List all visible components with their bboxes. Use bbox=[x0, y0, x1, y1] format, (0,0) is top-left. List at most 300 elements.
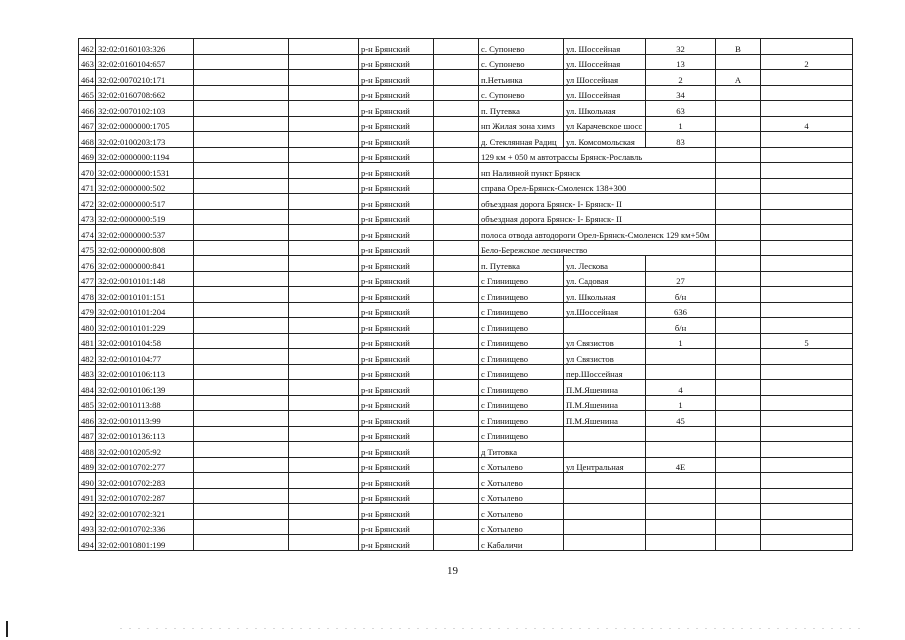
building-letter bbox=[716, 473, 761, 489]
row-number: 480 bbox=[79, 318, 96, 334]
settlement-cell: с Глинищево bbox=[479, 287, 564, 303]
extra-number bbox=[761, 318, 853, 334]
table-row bbox=[79, 132, 853, 148]
street-cell: ул Центральная bbox=[564, 457, 646, 473]
empty-cell bbox=[194, 163, 289, 179]
empty-cell bbox=[434, 504, 479, 520]
empty-cell bbox=[194, 349, 289, 365]
street-cell: ул. Шоссейная bbox=[564, 39, 646, 55]
empty-cell bbox=[194, 271, 289, 287]
cadastral-number: 32:02:0070210:171 bbox=[96, 70, 194, 86]
district-cell: р-н Брянский bbox=[359, 318, 434, 334]
empty-cell bbox=[289, 380, 359, 396]
cadastral-number: 32:02:0000000:808 bbox=[96, 240, 194, 256]
empty-cell bbox=[194, 116, 289, 132]
house-number: б/н bbox=[646, 287, 716, 303]
street-cell: ул. Шоссейная bbox=[564, 54, 646, 70]
row-number: 488 bbox=[79, 442, 96, 458]
empty-cell bbox=[434, 473, 479, 489]
building-letter bbox=[716, 442, 761, 458]
table-row bbox=[79, 70, 853, 86]
settlement-cell: с Глинищево bbox=[479, 318, 564, 334]
building-letter bbox=[716, 457, 761, 473]
street-cell bbox=[564, 519, 646, 535]
empty-cell bbox=[194, 39, 289, 55]
district-cell: р-н Брянский bbox=[359, 488, 434, 504]
house-number bbox=[646, 256, 716, 272]
building-letter bbox=[716, 488, 761, 504]
cadastral-number: 32:02:0000000:519 bbox=[96, 209, 194, 225]
registry-table bbox=[78, 38, 853, 551]
extra-number bbox=[761, 163, 853, 179]
table-row bbox=[79, 473, 853, 489]
empty-cell bbox=[194, 132, 289, 148]
building-letter bbox=[716, 194, 761, 210]
table-row bbox=[79, 271, 853, 287]
empty-cell bbox=[434, 70, 479, 86]
cadastral-number: 32:02:0010702:277 bbox=[96, 457, 194, 473]
empty-cell bbox=[434, 442, 479, 458]
house-number bbox=[646, 519, 716, 535]
cadastral-number: 32:02:0010101:204 bbox=[96, 302, 194, 318]
house-number: 2 bbox=[646, 70, 716, 86]
district-cell: р-н Брянский bbox=[359, 380, 434, 396]
house-number bbox=[646, 473, 716, 489]
cadastral-number: 32:02:0010205:92 bbox=[96, 442, 194, 458]
district-cell: р-н Брянский bbox=[359, 287, 434, 303]
settlement-cell: д. Стеклянная Радиц bbox=[479, 132, 564, 148]
settlement-cell: с Кабаличи bbox=[479, 535, 564, 551]
house-number: 636 bbox=[646, 302, 716, 318]
empty-cell bbox=[289, 132, 359, 148]
cadastral-number: 32:02:0010113:99 bbox=[96, 411, 194, 427]
district-cell: р-н Брянский bbox=[359, 132, 434, 148]
empty-cell bbox=[194, 209, 289, 225]
house-number: 83 bbox=[646, 132, 716, 148]
registry-body bbox=[79, 39, 853, 551]
location-description: объездная дорога Брянск- I- Брянск- II bbox=[479, 209, 716, 225]
table-row bbox=[79, 39, 853, 55]
empty-cell bbox=[194, 411, 289, 427]
building-letter bbox=[716, 85, 761, 101]
row-number: 474 bbox=[79, 225, 96, 241]
cadastral-number: 32:02:0000000:537 bbox=[96, 225, 194, 241]
cadastral-number: 32:02:0000000:841 bbox=[96, 256, 194, 272]
empty-cell bbox=[434, 271, 479, 287]
table-row bbox=[79, 333, 853, 349]
table-row bbox=[79, 426, 853, 442]
cadastral-number: 32:02:0010104:58 bbox=[96, 333, 194, 349]
empty-cell bbox=[289, 85, 359, 101]
extra-number bbox=[761, 457, 853, 473]
empty-cell bbox=[194, 395, 289, 411]
table-row bbox=[79, 147, 853, 163]
extra-number bbox=[761, 271, 853, 287]
building-letter bbox=[716, 318, 761, 334]
empty-cell bbox=[434, 256, 479, 272]
empty-cell bbox=[289, 287, 359, 303]
settlement-cell: с. Супонево bbox=[479, 54, 564, 70]
extra-number bbox=[761, 364, 853, 380]
cadastral-number: 32:02:0000000:1531 bbox=[96, 163, 194, 179]
table-row bbox=[79, 488, 853, 504]
extra-number: 5 bbox=[761, 333, 853, 349]
empty-cell bbox=[194, 101, 289, 117]
district-cell: р-н Брянский bbox=[359, 116, 434, 132]
row-number: 486 bbox=[79, 411, 96, 427]
empty-cell bbox=[434, 411, 479, 427]
street-cell: ул Шоссейная bbox=[564, 70, 646, 86]
table-row bbox=[79, 116, 853, 132]
empty-cell bbox=[434, 163, 479, 179]
empty-cell bbox=[194, 333, 289, 349]
extra-number bbox=[761, 488, 853, 504]
empty-cell bbox=[434, 39, 479, 55]
street-cell bbox=[564, 504, 646, 520]
settlement-cell: с Хотылево bbox=[479, 457, 564, 473]
empty-cell bbox=[194, 504, 289, 520]
extra-number bbox=[761, 519, 853, 535]
table-row bbox=[79, 411, 853, 427]
building-letter: А bbox=[716, 70, 761, 86]
empty-cell bbox=[194, 364, 289, 380]
building-letter bbox=[716, 178, 761, 194]
building-letter bbox=[716, 535, 761, 551]
location-description: Бело-Бережское лесничество bbox=[479, 240, 716, 256]
empty-cell bbox=[434, 318, 479, 334]
settlement-cell: п.Нетьинка bbox=[479, 70, 564, 86]
extra-number bbox=[761, 256, 853, 272]
location-description: нп Наливной пункт Брянск bbox=[479, 163, 716, 179]
empty-cell bbox=[194, 178, 289, 194]
table-row bbox=[79, 54, 853, 70]
empty-cell bbox=[434, 380, 479, 396]
building-letter bbox=[716, 163, 761, 179]
district-cell: р-н Брянский bbox=[359, 178, 434, 194]
table-row bbox=[79, 442, 853, 458]
settlement-cell: с Глинищево bbox=[479, 271, 564, 287]
street-cell: пер.Шоссейная bbox=[564, 364, 646, 380]
district-cell: р-н Брянский bbox=[359, 225, 434, 241]
house-number: 13 bbox=[646, 54, 716, 70]
district-cell: р-н Брянский bbox=[359, 535, 434, 551]
building-letter bbox=[716, 271, 761, 287]
building-letter bbox=[716, 411, 761, 427]
empty-cell bbox=[289, 101, 359, 117]
building-letter bbox=[716, 504, 761, 520]
empty-cell bbox=[289, 411, 359, 427]
empty-cell bbox=[434, 225, 479, 241]
settlement-cell: с Хотылево bbox=[479, 519, 564, 535]
empty-cell bbox=[289, 39, 359, 55]
extra-number bbox=[761, 380, 853, 396]
extra-number: 2 bbox=[761, 54, 853, 70]
building-letter bbox=[716, 349, 761, 365]
street-cell: ул Связистов bbox=[564, 333, 646, 349]
building-letter bbox=[716, 519, 761, 535]
row-number: 479 bbox=[79, 302, 96, 318]
district-cell: р-н Брянский bbox=[359, 519, 434, 535]
cadastral-number: 32:02:0010104:77 bbox=[96, 349, 194, 365]
table-row bbox=[79, 349, 853, 365]
empty-cell bbox=[194, 519, 289, 535]
empty-cell bbox=[434, 364, 479, 380]
district-cell: р-н Брянский bbox=[359, 271, 434, 287]
building-letter: В bbox=[716, 39, 761, 55]
district-cell: р-н Брянский bbox=[359, 411, 434, 427]
street-cell: ул.Шоссейная bbox=[564, 302, 646, 318]
empty-cell bbox=[194, 225, 289, 241]
settlement-cell: с Хотылево bbox=[479, 473, 564, 489]
street-cell: ул. Лескова bbox=[564, 256, 646, 272]
empty-cell bbox=[194, 70, 289, 86]
cadastral-number: 32:02:0010101:151 bbox=[96, 287, 194, 303]
empty-cell bbox=[434, 287, 479, 303]
cadastral-number: 32:02:0010801:199 bbox=[96, 535, 194, 551]
table-row bbox=[79, 318, 853, 334]
extra-number bbox=[761, 209, 853, 225]
cadastral-number: 32:02:0100203:173 bbox=[96, 132, 194, 148]
cadastral-number: 32:02:0010702:287 bbox=[96, 488, 194, 504]
empty-cell bbox=[434, 194, 479, 210]
row-number: 489 bbox=[79, 457, 96, 473]
row-number: 466 bbox=[79, 101, 96, 117]
cadastral-number: 32:02:0010113:88 bbox=[96, 395, 194, 411]
street-cell: П.М.Яшенина bbox=[564, 380, 646, 396]
empty-cell bbox=[434, 395, 479, 411]
empty-cell bbox=[194, 194, 289, 210]
extra-number bbox=[761, 178, 853, 194]
empty-cell bbox=[434, 457, 479, 473]
extra-number bbox=[761, 287, 853, 303]
row-number: 483 bbox=[79, 364, 96, 380]
cadastral-number: 32:02:0160104:657 bbox=[96, 54, 194, 70]
table-row bbox=[79, 395, 853, 411]
building-letter bbox=[716, 426, 761, 442]
settlement-cell: с Глинищево bbox=[479, 333, 564, 349]
street-cell: П.М.Яшенина bbox=[564, 411, 646, 427]
settlement-cell: с. Супонево bbox=[479, 39, 564, 55]
empty-cell bbox=[289, 209, 359, 225]
district-cell: р-н Брянский bbox=[359, 333, 434, 349]
empty-cell bbox=[289, 178, 359, 194]
empty-cell bbox=[289, 318, 359, 334]
row-number: 472 bbox=[79, 194, 96, 210]
empty-cell bbox=[434, 333, 479, 349]
settlement-cell: с Хотылево bbox=[479, 504, 564, 520]
extra-number bbox=[761, 395, 853, 411]
empty-cell bbox=[289, 519, 359, 535]
cadastral-number: 32:02:0010702:336 bbox=[96, 519, 194, 535]
empty-cell bbox=[289, 70, 359, 86]
house-number: 4Е bbox=[646, 457, 716, 473]
row-number: 469 bbox=[79, 147, 96, 163]
row-number: 484 bbox=[79, 380, 96, 396]
table-row bbox=[79, 535, 853, 551]
district-cell: р-н Брянский bbox=[359, 70, 434, 86]
house-number: 27 bbox=[646, 271, 716, 287]
building-letter bbox=[716, 209, 761, 225]
row-number: 491 bbox=[79, 488, 96, 504]
district-cell: р-н Брянский bbox=[359, 194, 434, 210]
empty-cell bbox=[289, 54, 359, 70]
page-number: 19 bbox=[447, 565, 458, 577]
house-number: б/н bbox=[646, 318, 716, 334]
table-row bbox=[79, 380, 853, 396]
empty-cell bbox=[194, 457, 289, 473]
building-letter bbox=[716, 147, 761, 163]
house-number: 32 bbox=[646, 39, 716, 55]
empty-cell bbox=[289, 488, 359, 504]
empty-cell bbox=[434, 519, 479, 535]
table-row bbox=[79, 209, 853, 225]
building-letter bbox=[716, 116, 761, 132]
district-cell: р-н Брянский bbox=[359, 54, 434, 70]
extra-number bbox=[761, 473, 853, 489]
street-cell bbox=[564, 426, 646, 442]
settlement-cell: п. Путевка bbox=[479, 256, 564, 272]
location-description: справа Орел-Брянск-Смоленск 138+300 bbox=[479, 178, 716, 194]
empty-cell bbox=[194, 287, 289, 303]
house-number bbox=[646, 349, 716, 365]
building-letter bbox=[716, 364, 761, 380]
empty-cell bbox=[434, 85, 479, 101]
empty-cell bbox=[194, 535, 289, 551]
extra-number bbox=[761, 194, 853, 210]
row-number: 494 bbox=[79, 535, 96, 551]
street-cell bbox=[564, 442, 646, 458]
location-description: полоса отвода автодороги Орел-Брянск-Смоленск 129 км+50м bbox=[479, 225, 716, 241]
building-letter bbox=[716, 132, 761, 148]
street-cell: ул. Садовая bbox=[564, 271, 646, 287]
settlement-cell: с Глинищево bbox=[479, 411, 564, 427]
extra-number bbox=[761, 85, 853, 101]
empty-cell bbox=[289, 535, 359, 551]
street-cell: ул. Школьная bbox=[564, 101, 646, 117]
district-cell: р-н Брянский bbox=[359, 240, 434, 256]
district-cell: р-н Брянский bbox=[359, 364, 434, 380]
row-number: 485 bbox=[79, 395, 96, 411]
empty-cell bbox=[194, 302, 289, 318]
empty-cell bbox=[434, 132, 479, 148]
street-cell bbox=[564, 488, 646, 504]
row-number: 481 bbox=[79, 333, 96, 349]
extra-number bbox=[761, 349, 853, 365]
location-description: объездная дорога Брянск- I- Брянск- II bbox=[479, 194, 716, 210]
location-description: 129 км + 050 м автотрассы Брянск-Рославль bbox=[479, 147, 716, 163]
district-cell: р-н Брянский bbox=[359, 85, 434, 101]
extra-number bbox=[761, 426, 853, 442]
settlement-cell: нп Жилая зона химз bbox=[479, 116, 564, 132]
empty-cell bbox=[434, 535, 479, 551]
row-number: 476 bbox=[79, 256, 96, 272]
empty-cell bbox=[289, 256, 359, 272]
settlement-cell: д Титовка bbox=[479, 442, 564, 458]
extra-number bbox=[761, 101, 853, 117]
house-number bbox=[646, 535, 716, 551]
cadastral-number: 32:02:0010106:139 bbox=[96, 380, 194, 396]
district-cell: р-н Брянский bbox=[359, 504, 434, 520]
settlement-cell: с Глинищево bbox=[479, 302, 564, 318]
street-cell: ул. Школьная bbox=[564, 287, 646, 303]
empty-cell bbox=[434, 178, 479, 194]
row-number: 464 bbox=[79, 70, 96, 86]
row-number: 492 bbox=[79, 504, 96, 520]
street-cell: ул Карачевское шосс bbox=[564, 116, 646, 132]
empty-cell bbox=[194, 256, 289, 272]
row-number: 470 bbox=[79, 163, 96, 179]
empty-cell bbox=[434, 209, 479, 225]
settlement-cell: с Хотылево bbox=[479, 488, 564, 504]
empty-cell bbox=[289, 442, 359, 458]
empty-cell bbox=[434, 101, 479, 117]
district-cell: р-н Брянский bbox=[359, 147, 434, 163]
house-number: 34 bbox=[646, 85, 716, 101]
cadastral-number: 32:02:0010702:321 bbox=[96, 504, 194, 520]
settlement-cell: с Глинищево bbox=[479, 349, 564, 365]
house-number: 45 bbox=[646, 411, 716, 427]
extra-number bbox=[761, 147, 853, 163]
extra-number bbox=[761, 411, 853, 427]
building-letter bbox=[716, 302, 761, 318]
table-row bbox=[79, 364, 853, 380]
street-cell: ул. Шоссейная bbox=[564, 85, 646, 101]
empty-cell bbox=[434, 488, 479, 504]
extra-number bbox=[761, 504, 853, 520]
district-cell: р-н Брянский bbox=[359, 349, 434, 365]
empty-cell bbox=[434, 240, 479, 256]
settlement-cell: с Глинищево bbox=[479, 364, 564, 380]
row-number: 490 bbox=[79, 473, 96, 489]
house-number bbox=[646, 504, 716, 520]
empty-cell bbox=[434, 426, 479, 442]
extra-number bbox=[761, 240, 853, 256]
row-number: 478 bbox=[79, 287, 96, 303]
house-number bbox=[646, 426, 716, 442]
row-number: 468 bbox=[79, 132, 96, 148]
table-row bbox=[79, 163, 853, 179]
empty-cell bbox=[194, 318, 289, 334]
empty-cell bbox=[194, 442, 289, 458]
extra-number bbox=[761, 70, 853, 86]
empty-cell bbox=[289, 194, 359, 210]
empty-cell bbox=[289, 163, 359, 179]
row-number: 462 bbox=[79, 39, 96, 55]
district-cell: р-н Брянский bbox=[359, 426, 434, 442]
empty-cell bbox=[434, 116, 479, 132]
empty-cell bbox=[289, 116, 359, 132]
row-number: 473 bbox=[79, 209, 96, 225]
cadastral-number: 32:02:0010136:113 bbox=[96, 426, 194, 442]
cadastral-number: 32:02:0010106:113 bbox=[96, 364, 194, 380]
table-row bbox=[79, 101, 853, 117]
table-row bbox=[79, 256, 853, 272]
district-cell: р-н Брянский bbox=[359, 163, 434, 179]
cadastral-number: 32:02:0010101:229 bbox=[96, 318, 194, 334]
empty-cell bbox=[289, 395, 359, 411]
house-number: 63 bbox=[646, 101, 716, 117]
empty-cell bbox=[289, 225, 359, 241]
empty-cell bbox=[194, 240, 289, 256]
house-number: 1 bbox=[646, 333, 716, 349]
row-number: 475 bbox=[79, 240, 96, 256]
cadastral-number: 32:02:0160103:326 bbox=[96, 39, 194, 55]
row-number: 465 bbox=[79, 85, 96, 101]
table-row bbox=[79, 287, 853, 303]
empty-cell bbox=[289, 457, 359, 473]
house-number bbox=[646, 442, 716, 458]
street-cell bbox=[564, 473, 646, 489]
